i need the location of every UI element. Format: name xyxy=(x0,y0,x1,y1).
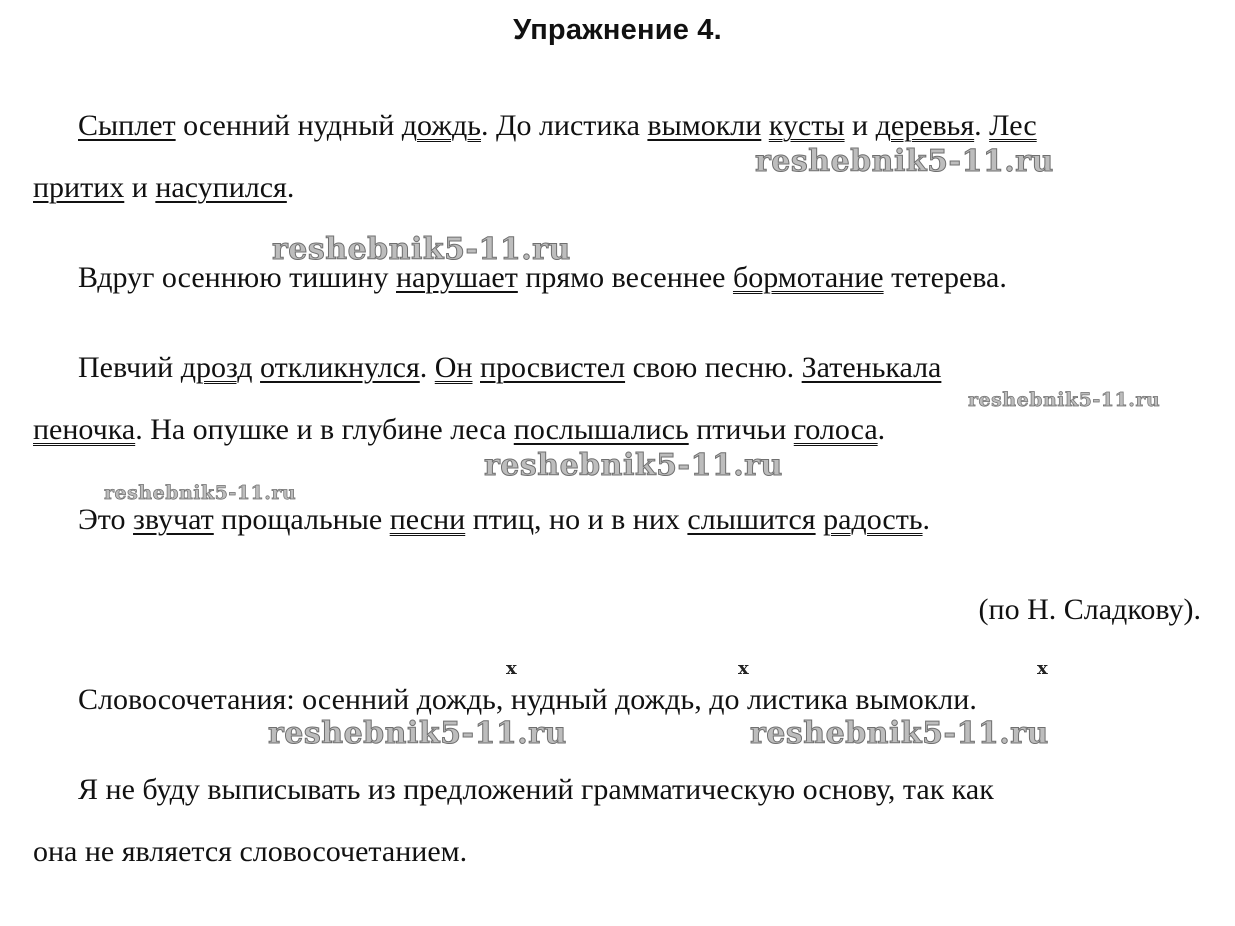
paragraph-3-line-2 xyxy=(33,410,885,450)
text-fragment: прямо весеннее xyxy=(517,261,733,294)
paragraph-2-line-1 xyxy=(78,258,1007,298)
predicate-word: Сыплет xyxy=(78,109,176,142)
paragraph-3-line-1 xyxy=(78,348,941,388)
predicate-word: просвистел xyxy=(480,351,626,384)
watermark: reshebnik5-11.ru xyxy=(484,448,783,483)
paragraph-1-line-2 xyxy=(33,168,294,208)
predicate-word: вымокли xyxy=(647,109,762,142)
note-line-1: Я не буду выписывать из предложений грамматическую основу, так как xyxy=(78,773,994,806)
main-word-mark: x xyxy=(1037,658,1048,679)
text-fragment: птиц, но и в них xyxy=(465,503,688,536)
subject-word: дрозд xyxy=(180,351,253,384)
subject-word: дождь xyxy=(401,109,481,142)
text-fragment: и xyxy=(124,171,156,204)
predicate-word: откликнулся xyxy=(260,351,420,384)
subject-word: кусты xyxy=(768,109,845,142)
text-fragment xyxy=(816,503,824,536)
text-fragment: осенний нудный xyxy=(175,109,402,142)
subject-word: Он xyxy=(434,351,473,384)
subject-word: бормотание xyxy=(732,261,884,294)
text-fragment xyxy=(761,109,769,142)
text-fragment: свою песню. xyxy=(625,351,802,384)
subject-word: голоса xyxy=(793,413,878,446)
predicate-word: Затенькала xyxy=(801,351,942,384)
predicate-word: звучат xyxy=(133,503,214,536)
watermark: reshebnik5-11.ru xyxy=(272,232,571,267)
note-line-2: она не является словосочетанием. xyxy=(33,835,468,868)
text-fragment: . xyxy=(974,109,990,142)
text-fragment: Это xyxy=(78,503,134,536)
subject-word: Лес xyxy=(989,109,1037,142)
text-fragment: Певчий xyxy=(78,351,181,384)
text-fragment: . xyxy=(419,351,435,384)
subject-word: деревья xyxy=(875,109,975,142)
paragraph-4-line-1 xyxy=(78,500,930,540)
predicate-word: слышится xyxy=(687,503,816,536)
text-fragment xyxy=(473,351,481,384)
phrases-line: Словосочетания: осенний дождь, нудный дождь, до листика вымокли. xyxy=(78,683,977,716)
watermark: reshebnik5-11.ru xyxy=(968,389,1161,411)
exercise-title: Упражнение 4. xyxy=(513,14,722,46)
text-fragment: Вдруг осеннюю тишину xyxy=(78,261,396,294)
predicate-word: послышались xyxy=(513,413,689,446)
text-fragment: прощальные xyxy=(213,503,390,536)
watermark: reshebnik5-11.ru xyxy=(750,716,1049,751)
watermark: reshebnik5-11.ru xyxy=(268,716,567,751)
text-fragment xyxy=(253,351,261,384)
text-fragment: . xyxy=(286,171,295,204)
text-fragment: . На опушке и в глубине леса xyxy=(135,413,514,446)
main-word-mark: x xyxy=(738,658,749,679)
main-word-mark: x xyxy=(506,658,517,679)
text-fragment: тетерева. xyxy=(883,261,1007,294)
watermark: reshebnik5-11.ru xyxy=(755,144,1054,179)
subject-word: песни xyxy=(389,503,466,536)
predicate-word: нарушает xyxy=(396,261,518,294)
watermark: reshebnik5-11.ru xyxy=(104,482,297,504)
text-fragment: . До листика xyxy=(481,109,648,142)
text-fragment: . xyxy=(922,503,931,536)
predicate-word: насупился xyxy=(155,171,287,204)
paragraph-1-line-1 xyxy=(78,106,1037,146)
text-fragment: . xyxy=(877,413,886,446)
text-fragment: птичьи xyxy=(688,413,794,446)
author-attribution: (по Н. Сладкову). xyxy=(978,593,1201,626)
subject-word: пеночка xyxy=(33,413,136,446)
subject-word: радость xyxy=(823,503,923,536)
predicate-word: притих xyxy=(33,171,125,204)
text-fragment: и xyxy=(844,109,876,142)
